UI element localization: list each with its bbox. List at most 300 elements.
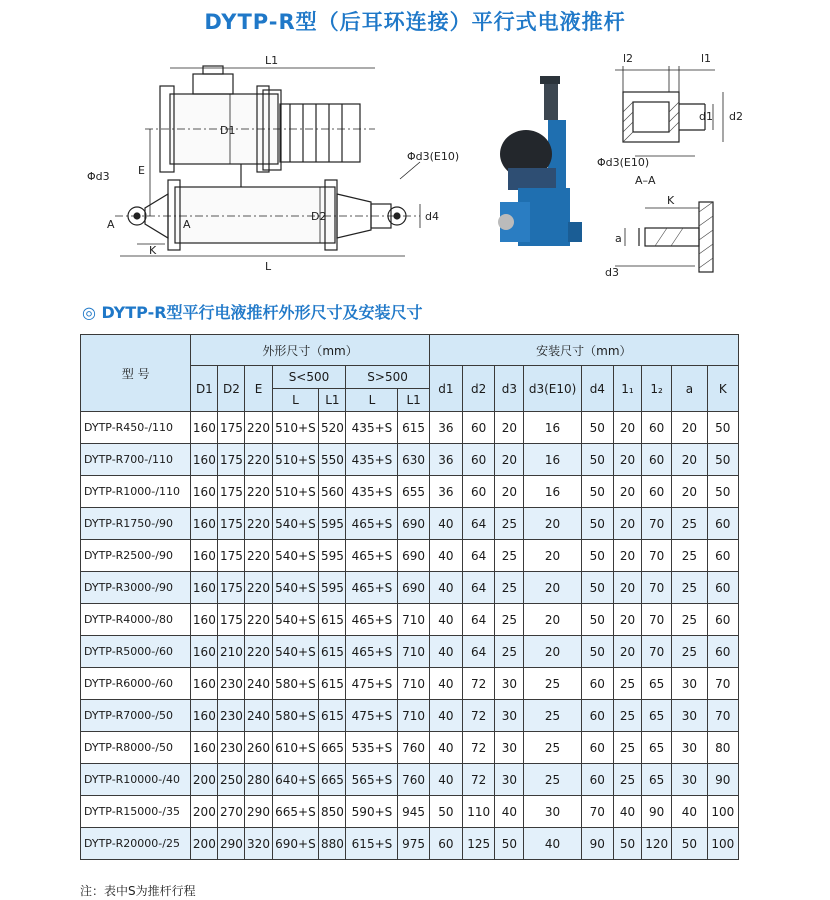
- cell-d2: 64: [463, 604, 495, 636]
- cell-D2: 175: [218, 508, 245, 540]
- dim-d4-label: d4: [425, 210, 439, 223]
- cell-D1: 200: [191, 828, 218, 860]
- cell-d3: 50: [495, 828, 524, 860]
- cell-model: DYTP-R450-/110: [81, 412, 191, 444]
- cell-a: 20: [672, 412, 707, 444]
- cell-L_b: 475+S: [346, 700, 398, 732]
- cell-L_a: 580+S: [272, 668, 319, 700]
- cell-l1: 20: [613, 636, 641, 668]
- header-d1: d1: [429, 366, 462, 412]
- cell-d3e10: 30: [524, 796, 581, 828]
- cell-l1: 25: [613, 764, 641, 796]
- section-A-right-label: A: [183, 218, 191, 231]
- cell-L1_a: 615: [319, 636, 346, 668]
- cell-K: 100: [707, 796, 738, 828]
- cell-d3e10: 25: [524, 764, 581, 796]
- cell-L_a: 540+S: [272, 636, 319, 668]
- cell-K: 70: [707, 700, 738, 732]
- cell-l1: 25: [613, 732, 641, 764]
- cell-d3: 20: [495, 444, 524, 476]
- cell-K: 60: [707, 604, 738, 636]
- cell-L_b: 590+S: [346, 796, 398, 828]
- cell-L1_b: 710: [398, 700, 429, 732]
- header-d3-e10: d3(E10): [524, 366, 581, 412]
- cell-d3e10: 25: [524, 732, 581, 764]
- cell-L_a: 540+S: [272, 540, 319, 572]
- cell-d4: 60: [581, 700, 613, 732]
- cell-l2: 120: [642, 828, 672, 860]
- cell-D2: 250: [218, 764, 245, 796]
- cell-L1_b: 690: [398, 572, 429, 604]
- cell-a: 25: [672, 636, 707, 668]
- cell-L_a: 510+S: [272, 476, 319, 508]
- cell-d1: 50: [429, 796, 462, 828]
- cell-a: 50: [672, 828, 707, 860]
- cell-l2: 60: [642, 412, 672, 444]
- cell-D2: 210: [218, 636, 245, 668]
- cell-model: DYTP-R20000-/25: [81, 828, 191, 860]
- cell-d4: 50: [581, 636, 613, 668]
- cell-L1_a: 595: [319, 508, 346, 540]
- cell-a: 25: [672, 604, 707, 636]
- aa-l1-label: l1: [701, 52, 712, 65]
- cell-d3e10: 20: [524, 604, 581, 636]
- table-row: [81, 636, 739, 668]
- header-D1: D1: [191, 366, 218, 412]
- cell-l2: 70: [642, 572, 672, 604]
- cell-L1_b: 710: [398, 604, 429, 636]
- table-row: [81, 604, 739, 636]
- cell-d2: 125: [463, 828, 495, 860]
- cell-l2: 70: [642, 604, 672, 636]
- cell-l1: 25: [613, 700, 641, 732]
- cell-L1_a: 560: [319, 476, 346, 508]
- cell-l2: 90: [642, 796, 672, 828]
- cell-l1: 25: [613, 668, 641, 700]
- dim-phi-d3-label: Φd3: [87, 170, 110, 183]
- cell-D2: 230: [218, 732, 245, 764]
- cell-d3: 25: [495, 604, 524, 636]
- table-row: [81, 796, 739, 828]
- product-photo: [488, 72, 588, 257]
- cell-d4: 50: [581, 476, 613, 508]
- cell-d2: 72: [463, 764, 495, 796]
- header-L-b: L: [346, 389, 398, 412]
- cell-l1: 20: [613, 540, 641, 572]
- cell-L_a: 610+S: [272, 732, 319, 764]
- cell-L_a: 690+S: [272, 828, 319, 860]
- cell-L1_b: 690: [398, 508, 429, 540]
- cell-E: 320: [245, 828, 272, 860]
- cell-L_a: 540+S: [272, 508, 319, 540]
- cell-d4: 50: [581, 572, 613, 604]
- cell-L_b: 615+S: [346, 828, 398, 860]
- cell-l1: 20: [613, 476, 641, 508]
- cell-L_a: 665+S: [272, 796, 319, 828]
- cell-D2: 175: [218, 572, 245, 604]
- cell-d4: 50: [581, 508, 613, 540]
- cell-l2: 65: [642, 732, 672, 764]
- aa-section-label: A–A: [635, 174, 656, 185]
- header-D2: D2: [218, 366, 245, 412]
- cell-l1: 40: [613, 796, 641, 828]
- cell-d2: 72: [463, 700, 495, 732]
- cell-L_b: 535+S: [346, 732, 398, 764]
- cell-d2: 60: [463, 412, 495, 444]
- cell-d3e10: 16: [524, 444, 581, 476]
- cell-L_b: 475+S: [346, 668, 398, 700]
- cell-E: 260: [245, 732, 272, 764]
- table-row: [81, 508, 739, 540]
- cell-D2: 175: [218, 444, 245, 476]
- cell-L_b: 465+S: [346, 572, 398, 604]
- cell-L_a: 510+S: [272, 444, 319, 476]
- cell-L1_a: 595: [319, 572, 346, 604]
- section-A-left-label: A: [107, 218, 115, 231]
- cell-model: DYTP-R6000-/60: [81, 668, 191, 700]
- cell-K: 80: [707, 732, 738, 764]
- cell-d3e10: 20: [524, 636, 581, 668]
- cell-L1_a: 615: [319, 668, 346, 700]
- header-install: 安装尺寸（mm）: [429, 335, 738, 366]
- header-L1-a: L1: [319, 389, 346, 412]
- cell-d4: 60: [581, 764, 613, 796]
- cell-L_b: 465+S: [346, 636, 398, 668]
- cell-d1: 36: [429, 412, 462, 444]
- cell-L_b: 565+S: [346, 764, 398, 796]
- cell-L1_b: 760: [398, 764, 429, 796]
- cell-L_a: 580+S: [272, 700, 319, 732]
- cell-D2: 230: [218, 668, 245, 700]
- cell-K: 90: [707, 764, 738, 796]
- cell-D2: 175: [218, 540, 245, 572]
- cell-d2: 60: [463, 444, 495, 476]
- cell-d3e10: 20: [524, 540, 581, 572]
- cell-E: 290: [245, 796, 272, 828]
- table-row: [81, 668, 739, 700]
- cell-L1_a: 520: [319, 412, 346, 444]
- cell-K: 50: [707, 444, 738, 476]
- lug-d3-label: d3: [605, 266, 619, 279]
- cell-D2: 290: [218, 828, 245, 860]
- cell-model: DYTP-R3000-/90: [81, 572, 191, 604]
- spec-table: [80, 334, 739, 860]
- table-row: [81, 444, 739, 476]
- cell-a: 20: [672, 444, 707, 476]
- cell-K: 100: [707, 828, 738, 860]
- dim-L-label: L: [265, 260, 272, 273]
- cell-d2: 72: [463, 732, 495, 764]
- cell-D1: 160: [191, 540, 218, 572]
- cell-d3: 25: [495, 540, 524, 572]
- cell-d3: 25: [495, 572, 524, 604]
- cell-model: DYTP-R1750-/90: [81, 508, 191, 540]
- cell-a: 25: [672, 540, 707, 572]
- table-row: [81, 700, 739, 732]
- cell-D1: 160: [191, 476, 218, 508]
- cell-L1_a: 615: [319, 700, 346, 732]
- lug-detail-drawing: [595, 188, 725, 283]
- cell-D1: 160: [191, 700, 218, 732]
- cell-L1_b: 945: [398, 796, 429, 828]
- dim-D1-label: D1: [220, 124, 236, 137]
- cell-L1_a: 595: [319, 540, 346, 572]
- cell-d3: 30: [495, 764, 524, 796]
- page-title: DYTP-R型（后耳环连接）平行式电液推杆: [204, 10, 626, 34]
- cell-d3: 30: [495, 732, 524, 764]
- cell-l1: 50: [613, 828, 641, 860]
- aa-phi-d3-label: Φd3(E10): [597, 156, 650, 169]
- cell-E: 220: [245, 572, 272, 604]
- cell-L1_a: 665: [319, 732, 346, 764]
- header-d3: d3: [495, 366, 524, 412]
- cell-d3e10: 16: [524, 412, 581, 444]
- cell-d2: 60: [463, 476, 495, 508]
- table-row: [81, 540, 739, 572]
- cell-d1: 40: [429, 732, 462, 764]
- lug-a-label: a: [615, 232, 622, 245]
- cell-l2: 60: [642, 444, 672, 476]
- cell-E: 220: [245, 444, 272, 476]
- cell-model: DYTP-R8000-/50: [81, 732, 191, 764]
- header-outline: 外形尺寸（mm）: [191, 335, 429, 366]
- cell-K: 60: [707, 636, 738, 668]
- cell-model: DYTP-R7000-/50: [81, 700, 191, 732]
- cell-l1: 20: [613, 604, 641, 636]
- cell-E: 220: [245, 476, 272, 508]
- table-row: [81, 828, 739, 860]
- header-L-a: L: [272, 389, 319, 412]
- cell-L1_a: 665: [319, 764, 346, 796]
- table-row: [81, 412, 739, 444]
- cell-L1_a: 880: [319, 828, 346, 860]
- cell-a: 30: [672, 764, 707, 796]
- cell-L1_b: 655: [398, 476, 429, 508]
- cell-l1: 20: [613, 412, 641, 444]
- cell-L_a: 640+S: [272, 764, 319, 796]
- cell-E: 220: [245, 636, 272, 668]
- cell-model: DYTP-R2500-/90: [81, 540, 191, 572]
- cell-l1: 20: [613, 572, 641, 604]
- cell-a: 25: [672, 508, 707, 540]
- header-d2: d2: [463, 366, 495, 412]
- dim-D2-label: D2: [311, 210, 327, 223]
- cell-d3e10: 25: [524, 700, 581, 732]
- cell-d1: 36: [429, 444, 462, 476]
- cell-D1: 200: [191, 796, 218, 828]
- cell-D1: 160: [191, 444, 218, 476]
- cell-d1: 40: [429, 540, 462, 572]
- cell-L_a: 510+S: [272, 412, 319, 444]
- cell-E: 220: [245, 540, 272, 572]
- cell-D1: 160: [191, 636, 218, 668]
- cell-d3: 30: [495, 668, 524, 700]
- cell-d1: 60: [429, 828, 462, 860]
- table-row: [81, 764, 739, 796]
- cell-d1: 40: [429, 508, 462, 540]
- cell-d3: 25: [495, 508, 524, 540]
- cell-d4: 90: [581, 828, 613, 860]
- cell-K: 50: [707, 412, 738, 444]
- cell-L1_b: 615: [398, 412, 429, 444]
- cell-model: DYTP-R5000-/60: [81, 636, 191, 668]
- cell-d4: 60: [581, 668, 613, 700]
- cell-l2: 60: [642, 476, 672, 508]
- dim-phi-d3-e10-label: Φd3(E10): [407, 150, 460, 163]
- cell-d1: 40: [429, 572, 462, 604]
- cell-d1: 40: [429, 764, 462, 796]
- cell-E: 280: [245, 764, 272, 796]
- cell-model: DYTP-R4000-/80: [81, 604, 191, 636]
- cell-l2: 70: [642, 508, 672, 540]
- table-row: [81, 732, 739, 764]
- header-s-gt-500: S>500: [346, 366, 429, 389]
- cell-D2: 175: [218, 604, 245, 636]
- cell-L1_b: 710: [398, 636, 429, 668]
- cell-d4: 50: [581, 412, 613, 444]
- cell-l2: 65: [642, 764, 672, 796]
- cell-D1: 160: [191, 732, 218, 764]
- cell-d2: 72: [463, 668, 495, 700]
- cell-K: 60: [707, 572, 738, 604]
- header-K: K: [707, 366, 738, 412]
- lug-K-label: K: [667, 194, 675, 207]
- cell-L_b: 435+S: [346, 444, 398, 476]
- cell-K: 70: [707, 668, 738, 700]
- cell-d4: 60: [581, 732, 613, 764]
- cell-D1: 160: [191, 572, 218, 604]
- cell-L_b: 435+S: [346, 412, 398, 444]
- cell-d2: 64: [463, 508, 495, 540]
- cell-d3e10: 20: [524, 572, 581, 604]
- header-l1: 1₁: [613, 366, 641, 412]
- dim-L1-label: L1: [265, 54, 279, 67]
- cell-d1: 40: [429, 604, 462, 636]
- section-aa-drawing: [595, 50, 765, 185]
- cell-D1: 160: [191, 604, 218, 636]
- cell-d3: 20: [495, 412, 524, 444]
- cell-a: 40: [672, 796, 707, 828]
- cell-d2: 110: [463, 796, 495, 828]
- aa-d2-label: d2: [729, 110, 743, 123]
- cell-l2: 65: [642, 700, 672, 732]
- cell-l1: 20: [613, 444, 641, 476]
- cell-K: 60: [707, 508, 738, 540]
- table-row: [81, 476, 739, 508]
- cell-D2: 175: [218, 412, 245, 444]
- cell-D1: 200: [191, 764, 218, 796]
- header-L1-b: L1: [398, 389, 429, 412]
- cell-L_b: 465+S: [346, 604, 398, 636]
- cell-a: 30: [672, 732, 707, 764]
- cell-d3: 30: [495, 700, 524, 732]
- cell-E: 220: [245, 508, 272, 540]
- cell-d1: 40: [429, 668, 462, 700]
- cell-D2: 230: [218, 700, 245, 732]
- cell-l2: 70: [642, 636, 672, 668]
- table-row: [81, 572, 739, 604]
- cell-L_b: 465+S: [346, 540, 398, 572]
- cell-d3e10: 20: [524, 508, 581, 540]
- cell-model: DYTP-R700-/110: [81, 444, 191, 476]
- aa-l2-label: l2: [623, 52, 634, 65]
- cell-D1: 160: [191, 668, 218, 700]
- cell-d3e10: 40: [524, 828, 581, 860]
- cell-d3: 40: [495, 796, 524, 828]
- side-view-drawing: [75, 44, 495, 279]
- cell-l2: 65: [642, 668, 672, 700]
- cell-D2: 270: [218, 796, 245, 828]
- cell-model: DYTP-R1000-/110: [81, 476, 191, 508]
- cell-d3: 20: [495, 476, 524, 508]
- cell-L1_b: 975: [398, 828, 429, 860]
- footnote: 注：表中S为推杆行程: [80, 884, 196, 898]
- header-model: 型 号: [81, 335, 191, 412]
- cell-l1: 20: [613, 508, 641, 540]
- header-d4: d4: [581, 366, 613, 412]
- cell-l2: 70: [642, 540, 672, 572]
- dim-K-label: K: [149, 244, 157, 257]
- cell-L_a: 540+S: [272, 604, 319, 636]
- cell-L1_b: 630: [398, 444, 429, 476]
- cell-L_a: 540+S: [272, 572, 319, 604]
- cell-E: 220: [245, 604, 272, 636]
- cell-L1_b: 710: [398, 668, 429, 700]
- cell-d3e10: 25: [524, 668, 581, 700]
- cell-d4: 50: [581, 444, 613, 476]
- cell-L1_b: 760: [398, 732, 429, 764]
- cell-D1: 160: [191, 412, 218, 444]
- cell-E: 240: [245, 700, 272, 732]
- cell-K: 60: [707, 540, 738, 572]
- cell-model: DYTP-R10000-/40: [81, 764, 191, 796]
- cell-D1: 160: [191, 508, 218, 540]
- header-a: a: [672, 366, 707, 412]
- cell-d1: 40: [429, 636, 462, 668]
- cell-d4: 50: [581, 540, 613, 572]
- cell-L_b: 435+S: [346, 476, 398, 508]
- cell-a: 30: [672, 668, 707, 700]
- cell-d1: 36: [429, 476, 462, 508]
- cell-d3e10: 16: [524, 476, 581, 508]
- cell-d4: 50: [581, 604, 613, 636]
- header-l2: 1₂: [642, 366, 672, 412]
- cell-a: 30: [672, 700, 707, 732]
- dim-E-label: E: [138, 164, 145, 177]
- cell-E: 220: [245, 412, 272, 444]
- cell-a: 25: [672, 572, 707, 604]
- cell-L1_b: 690: [398, 540, 429, 572]
- cell-K: 50: [707, 476, 738, 508]
- cell-L1_a: 615: [319, 604, 346, 636]
- cell-L_b: 465+S: [346, 508, 398, 540]
- cell-d2: 64: [463, 540, 495, 572]
- cell-D2: 175: [218, 476, 245, 508]
- aa-d1-label: d1: [699, 110, 713, 123]
- cell-d1: 40: [429, 700, 462, 732]
- cell-a: 20: [672, 476, 707, 508]
- cell-d3: 25: [495, 636, 524, 668]
- cell-d2: 64: [463, 636, 495, 668]
- table-subtitle: ◎ DYTP-R型平行电液推杆外形尺寸及安装尺寸: [82, 303, 423, 322]
- cell-model: DYTP-R15000-/35: [81, 796, 191, 828]
- header-E: E: [245, 366, 272, 412]
- header-s-lt-500: S<500: [272, 366, 346, 389]
- cell-d2: 64: [463, 572, 495, 604]
- cell-L1_a: 850: [319, 796, 346, 828]
- cell-L1_a: 550: [319, 444, 346, 476]
- cell-d4: 70: [581, 796, 613, 828]
